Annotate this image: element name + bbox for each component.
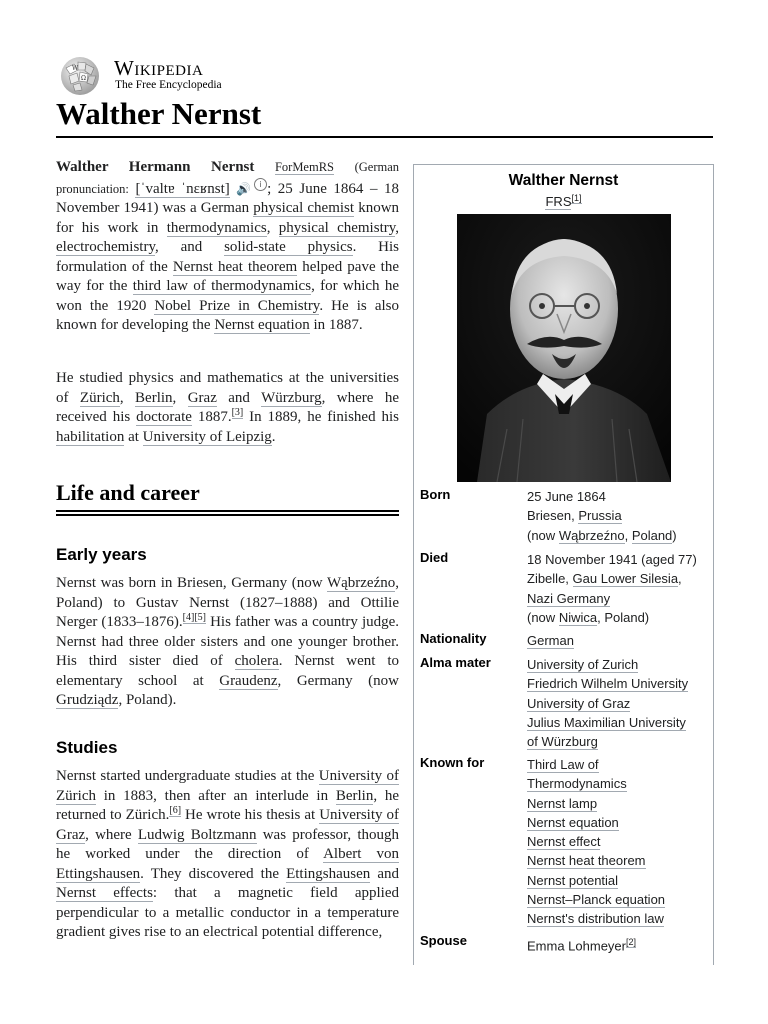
link-wabrzezno[interactable]: Wąbrzeźno [558, 527, 625, 543]
text: He wrote his thesis at [185, 807, 316, 823]
text: Briesen, [527, 508, 575, 524]
born-place [527, 506, 712, 525]
text: in 1883, then after an interlude in [103, 787, 329, 804]
text: Zibelle, [527, 571, 569, 587]
died-place [527, 569, 712, 588]
subject-name: Walther Hermann Nernst [56, 159, 255, 175]
link-university-of-zurich[interactable]: University of Zürich [56, 768, 400, 804]
link-wurzburg[interactable]: Würzburg [261, 389, 322, 406]
intro-text-in: in 1887. [313, 317, 363, 333]
link-niwica[interactable]: Niwica [558, 609, 598, 625]
link-wabrzezno[interactable]: Wąbrzeźno [326, 575, 396, 591]
intro-paragraph [56, 158, 399, 336]
link-zurich[interactable]: Zürich [79, 389, 120, 406]
link-known-for-item[interactable]: Third Law of [527, 757, 599, 772]
died-country [527, 589, 712, 608]
link-poland[interactable]: Poland [631, 527, 673, 543]
link-ludwig-boltzmann[interactable]: Ludwig Boltzmann [137, 826, 257, 843]
link-alma-mater-item[interactable]: University of Graz [527, 695, 631, 711]
link-ettingshausen-effect[interactable]: Ettingshausen [286, 865, 371, 882]
born-date: 25 June 1864 [527, 489, 606, 504]
pronunciation-label: (German pronunciation: [56, 160, 399, 196]
text: 1887. [197, 409, 232, 425]
wikipedia-globe-icon [56, 54, 106, 96]
infobox-value-spouse [527, 933, 712, 956]
link-graz[interactable]: Graz [187, 389, 217, 406]
link-third-law[interactable]: third law of thermodynamics [132, 278, 312, 294]
infobox-label-spouse: Spouse [420, 933, 467, 948]
link-cholera[interactable]: cholera [234, 653, 279, 669]
text: Nernst started undergraduate studies at the [56, 768, 315, 784]
text: and [377, 865, 400, 882]
link-nernst-equation[interactable]: Nernst equation [214, 317, 310, 333]
died-now [527, 608, 712, 627]
link-habilitation[interactable]: habilitation [56, 428, 125, 445]
text: , Germany (now [277, 672, 400, 689]
text: ) [672, 527, 677, 543]
section-divider [56, 514, 399, 516]
link-thermodynamics[interactable]: thermodynamics [166, 219, 267, 236]
link-berlin[interactable]: Berlin [335, 787, 374, 804]
infobox-value-nationality [527, 631, 712, 650]
link-known-for-item[interactable]: Nernst heat theorem [527, 853, 646, 869]
intro-comma: , [266, 219, 271, 236]
infobox-value-alma-mater [527, 655, 712, 751]
reference-1[interactable]: [1] [571, 193, 582, 203]
intro-and: , and [154, 239, 203, 255]
link-known-for-item[interactable]: Thermodynamics [527, 776, 627, 792]
reference-6[interactable]: [6] [169, 805, 182, 816]
link-alma-mater-item[interactable]: of Würzburg [527, 734, 598, 750]
portrait-photo[interactable] [457, 214, 671, 482]
died-date: 18 November 1941 (aged 77) [527, 552, 697, 567]
infobox-label-nationality: Nationality [420, 631, 487, 646]
link-solid-state-physics[interactable]: solid-state physics [224, 239, 353, 255]
text: at [128, 428, 139, 445]
speaker-icon[interactable]: 🔊 [236, 181, 255, 196]
text: , where [85, 826, 132, 843]
title-divider [56, 136, 713, 138]
text: , Poland) to Gustav Nernst (1827–1888) and Ottilie Nerger (1833–1876). [56, 575, 399, 630]
link-gau-lower-silesia[interactable]: Gau Lower Silesia [572, 571, 679, 587]
section-divider [56, 510, 399, 512]
link-nazi-germany[interactable]: Nazi Germany [527, 590, 611, 606]
link-alma-mater-item[interactable]: Friedrich Wilhelm University [527, 676, 689, 692]
link-university-of-graz[interactable]: University of Graz [56, 807, 400, 843]
link-german[interactable]: German [527, 633, 574, 648]
link-university-of-leipzig[interactable]: University of Leipzig [142, 428, 272, 445]
link-alma-mater-item[interactable]: University of Zurich [527, 657, 639, 672]
early-years-section [56, 574, 399, 711]
link-known-for-item[interactable]: Nernst's distribution law [527, 911, 664, 927]
text: In 1889, he finished his [249, 409, 399, 425]
text: : that a magnetic field applied perpendicular to a metallic conductor in a temperature gradient gives rise to an electrical potential difference, [56, 885, 399, 940]
link-known-for-item[interactable]: Nernst equation [527, 814, 619, 830]
intro-text-won: , for which he won the 1920 [56, 278, 400, 314]
reference-2[interactable]: [2] [625, 937, 636, 947]
intro-section [56, 158, 399, 336]
link-grudziadz[interactable]: Grudziądz [56, 692, 119, 708]
wikipedia-logo[interactable] [56, 54, 256, 96]
link-nernst-heat-theorem[interactable]: Nernst heat theorem [172, 258, 298, 275]
infobox-label-known-for: Known for [420, 755, 485, 770]
studies-section [56, 767, 399, 943]
link-nobel-prize[interactable]: Nobel Prize in Chemistry [154, 297, 320, 314]
text: His father was a country judge. Nernst had three older sisters and one younger brother. His third sister died of [56, 614, 400, 669]
infobox [413, 164, 714, 965]
intro-dates: ; 25 June 1864 – 18 November 1941) was a German [56, 180, 400, 216]
intro-text-formulation: . His formulation of the [56, 239, 400, 275]
intro-section-2 [56, 369, 399, 447]
link-prussia[interactable]: Prussia [578, 508, 622, 524]
intro-paragraph-2: He studied physics and mathematics at the universities of Zürich, Berlin, Graz and Würzburg, where he received his doctorate 1887.[3] In 1889, he finished his habilitation at University of Leipzig. [56, 370, 399, 445]
text: , [624, 527, 629, 543]
svg-text:Ω: Ω [81, 75, 86, 82]
reference-5[interactable]: [5] [194, 612, 207, 623]
infobox-label-alma-mater: Alma mater [420, 655, 491, 670]
info-icon[interactable]: i [254, 178, 267, 191]
link-alma-mater-item[interactable]: Julius Maximilian University [527, 714, 686, 730]
text: (now [527, 527, 556, 543]
text: . They discovered the [140, 865, 279, 882]
text: . Nernst went to elementary school at [56, 653, 399, 689]
infobox-value-died [527, 550, 712, 627]
intro-text-also: . He is also known for developing the [56, 297, 399, 333]
link-physical-chemist[interactable]: physical chemist [253, 200, 355, 216]
intro-text-helped: helped pave the way for the [56, 258, 400, 294]
section-heading-life-and-career: Life and career [56, 480, 200, 505]
infobox-post-nominal [414, 193, 713, 209]
text: (now [527, 609, 556, 625]
text: He studied physics and mathematics at the universities of [56, 370, 399, 406]
spouse-name: Emma Lohmeyer [527, 938, 626, 954]
link-graudenz[interactable]: Graudenz [219, 672, 278, 689]
link-nernst-effects[interactable]: Nernst effects [56, 885, 153, 901]
link-frs[interactable]: FRS [545, 194, 572, 210]
text: was professor, though he worked under the direction of [56, 826, 400, 862]
link-albert-von-ettingshausen[interactable]: Albert von Ettingshausen [56, 846, 399, 882]
infobox-title: Walther Nernst [508, 172, 619, 189]
wikipedia-wordmark: Wikipedia [114, 56, 204, 80]
link-known-for-item[interactable]: Nernst–Planck equation [527, 892, 666, 908]
link-physical-chemistry[interactable]: physical chemistry [278, 219, 396, 236]
link-doctorate[interactable]: doctorate [136, 409, 192, 425]
text: , Poland) [597, 609, 650, 625]
link-known-for-item[interactable]: Nernst effect [527, 834, 601, 850]
link-electrochemistry[interactable]: electrochemistry [56, 239, 155, 255]
svg-text:W: W [72, 65, 79, 72]
reference-3[interactable]: [3] [231, 407, 244, 418]
infobox-label-born: Born [420, 487, 451, 502]
infobox-value-known-for [527, 755, 712, 929]
subsection-heading-early-years: Early years [56, 545, 147, 564]
intro-text-known: known for his work in [56, 200, 400, 236]
infobox-value-born [527, 487, 712, 545]
text: . [271, 428, 276, 445]
text: , he returned to Zürich. [56, 787, 399, 823]
early-years-paragraph [56, 574, 399, 711]
link-known-for-item[interactable]: Nernst lamp [527, 795, 598, 811]
text: , Poland). [118, 692, 177, 708]
text: and [228, 389, 250, 406]
ipa-link[interactable]: [ˈvaltɐ ˈnɛʁnst] [135, 180, 230, 197]
formemrs-link[interactable]: ForMemRS [274, 160, 334, 174]
infobox-label-died: Died [420, 550, 449, 565]
link-berlin[interactable]: Berlin [135, 389, 173, 406]
reference-4[interactable]: [4] [182, 612, 195, 623]
studies-paragraph [56, 767, 399, 943]
wikipedia-tagline: The Free Encyclopedia [115, 79, 222, 91]
subsection-heading-studies: Studies [56, 738, 118, 757]
page-title: Walther Nernst [56, 96, 262, 131]
text: Nernst was born in Briesen, Germany (now [56, 575, 323, 591]
link-known-for-item[interactable]: Nernst potential [527, 872, 619, 888]
intro-comma: , [395, 219, 400, 236]
text: , where he received his [56, 389, 399, 425]
text: , [678, 571, 682, 587]
born-now [527, 526, 712, 545]
